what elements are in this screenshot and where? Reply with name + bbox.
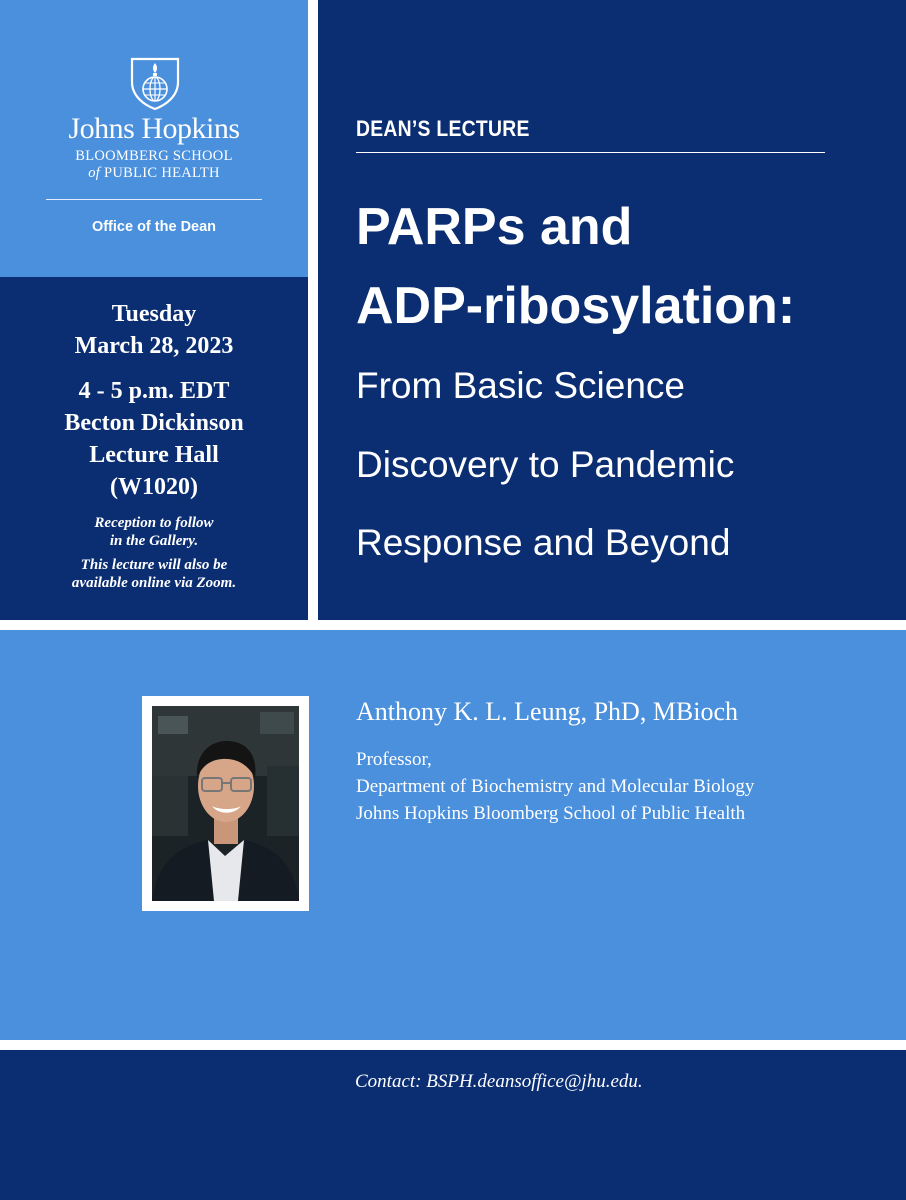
event-note: in the Gallery. [109, 533, 199, 549]
office-label: Office of the Dean [91, 219, 217, 235]
event-day: Tuesday [111, 301, 197, 327]
event-date: March 28, 2023 [74, 333, 234, 359]
speaker-title-line: Johns Hopkins Bloomberg School of Public Health [356, 803, 746, 824]
event-room: (W1020) [110, 474, 198, 500]
speaker-photo [152, 706, 299, 901]
school-name-line1: BLOOMBERG SCHOOL [75, 148, 233, 164]
lecture-title-line: ADP-ribosylation: [356, 277, 796, 335]
event-venue-line2: Lecture Hall [89, 442, 219, 468]
lecture-subtitle-line: Discovery to Pandemic [356, 444, 735, 485]
shield-globe-icon [128, 56, 182, 110]
university-name: Johns Hopkins [68, 112, 240, 145]
event-note: Reception to follow [94, 515, 214, 531]
speaker-title-line: Professor, [356, 749, 432, 770]
lecture-subtitle-line: From Basic Science [356, 365, 685, 406]
title-divider [356, 152, 825, 153]
speaker-panel [0, 630, 906, 1040]
contact-email: Contact: BSPH.deansoffice@jhu.edu. [355, 1071, 643, 1092]
school-of-word: of [88, 165, 101, 181]
event-venue-line1: Becton Dickinson [64, 410, 244, 436]
logo-divider [46, 199, 262, 200]
speaker-title-line: Department of Biochemistry and Molecular Biology [356, 776, 755, 797]
school-public-health: PUBLIC HEALTH [104, 165, 220, 181]
event-time: 4 - 5 p.m. EDT [78, 378, 230, 404]
lecture-title-line: PARPs and [356, 198, 633, 256]
lecture-series-label: DEAN’S LECTURE [356, 116, 530, 141]
event-note: This lecture will also be [80, 557, 228, 573]
speaker-name: Anthony K. L. Leung, PhD, MBioch [356, 697, 739, 726]
school-name-line2 [0, 165, 308, 182]
lecture-subtitle-line: Response and Beyond [356, 522, 731, 563]
event-note: available online via Zoom. [71, 575, 237, 591]
